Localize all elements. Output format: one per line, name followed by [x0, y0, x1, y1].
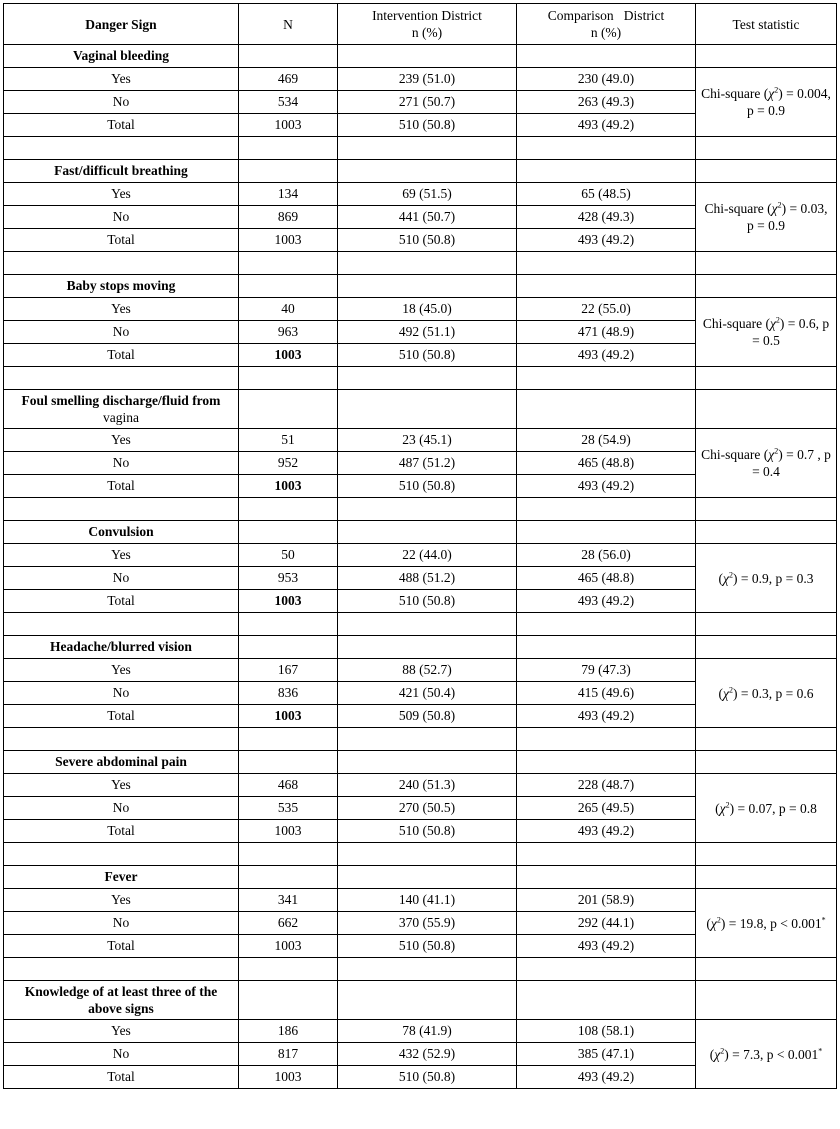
empty-cell	[517, 367, 696, 390]
row-label: Yes	[4, 889, 239, 912]
empty-cell	[4, 958, 239, 981]
empty-cell	[696, 636, 837, 659]
cell-n: 167	[239, 659, 338, 682]
empty-cell	[239, 252, 338, 275]
empty-cell	[696, 137, 837, 160]
row-label: Total	[4, 820, 239, 843]
empty-cell	[338, 613, 517, 636]
cell-n: 1003	[239, 344, 338, 367]
empty-cell	[239, 275, 338, 298]
cell-intervention: 270 (50.5)	[338, 797, 517, 820]
row-label: Yes	[4, 183, 239, 206]
test-statistic	[696, 298, 837, 367]
cell-intervention: 22 (44.0)	[338, 544, 517, 567]
empty-cell	[338, 160, 517, 183]
empty-cell	[239, 137, 338, 160]
cell-n: 953	[239, 567, 338, 590]
cell-n: 186	[239, 1020, 338, 1043]
row-label: No	[4, 206, 239, 229]
spacer-row	[4, 498, 837, 521]
empty-cell	[517, 160, 696, 183]
group-header-row	[4, 160, 837, 183]
row-label: No	[4, 567, 239, 590]
empty-cell	[696, 275, 837, 298]
chi-symbol: χ	[768, 86, 775, 101]
cell-comparison: 28 (54.9)	[517, 429, 696, 452]
cell-comparison: 28 (56.0)	[517, 544, 696, 567]
header-test-statistic: Test statistic	[696, 4, 837, 45]
empty-cell	[696, 45, 837, 68]
cell-n: 1003	[239, 475, 338, 498]
test-statistic	[696, 889, 837, 958]
cell-n: 341	[239, 889, 338, 912]
cell-n: 40	[239, 298, 338, 321]
row-label: Total	[4, 590, 239, 613]
cell-comparison: 201 (58.9)	[517, 889, 696, 912]
cell-n: 534	[239, 91, 338, 114]
chi-symbol: χ	[710, 915, 717, 931]
row-label: Total	[4, 475, 239, 498]
stat-prefix: Chi-square (	[702, 316, 770, 331]
test-statistic	[696, 774, 837, 843]
row-label: Yes	[4, 544, 239, 567]
empty-cell	[517, 636, 696, 659]
empty-cell	[338, 981, 517, 1020]
cell-comparison: 493 (49.2)	[517, 114, 696, 137]
group-title	[4, 981, 239, 1020]
cell-n: 134	[239, 183, 338, 206]
row-label: No	[4, 321, 239, 344]
empty-cell	[4, 498, 239, 521]
cell-comparison: 493 (49.2)	[517, 705, 696, 728]
cell-intervention: 488 (51.2)	[338, 567, 517, 590]
chi-symbol: χ	[714, 1046, 721, 1062]
row-label: No	[4, 91, 239, 114]
empty-cell	[239, 521, 338, 544]
empty-cell	[4, 252, 239, 275]
test-statistic	[696, 659, 837, 728]
test-statistic	[696, 183, 837, 252]
cell-intervention: 510 (50.8)	[338, 1066, 517, 1089]
cell-n: 662	[239, 912, 338, 935]
row-label: Yes	[4, 68, 239, 91]
empty-cell	[696, 728, 837, 751]
empty-cell	[517, 390, 696, 429]
group-title-text: Knowledge of at least three of the	[24, 984, 218, 999]
cell-comparison: 263 (49.3)	[517, 91, 696, 114]
group-title-text: Vaginal bleeding	[73, 48, 169, 63]
stat-value: ) = 19.8, p < 0.001	[720, 915, 822, 931]
chi-square-exponent: 2	[777, 200, 782, 210]
empty-cell	[696, 843, 837, 866]
row-label: Total	[4, 935, 239, 958]
cell-comparison: 65 (48.5)	[517, 183, 696, 206]
empty-cell	[239, 728, 338, 751]
empty-cell	[517, 866, 696, 889]
row-label: Total	[4, 229, 239, 252]
empty-cell	[338, 275, 517, 298]
group-title-text: Headache/blurred vision	[50, 639, 192, 654]
empty-cell	[696, 613, 837, 636]
cell-comparison: 292 (44.1)	[517, 912, 696, 935]
empty-cell	[239, 843, 338, 866]
spacer-row	[4, 843, 837, 866]
cell-intervention: 509 (50.8)	[338, 705, 517, 728]
empty-cell	[338, 958, 517, 981]
table-row	[4, 889, 837, 912]
group-title	[4, 45, 239, 68]
danger-signs-table	[3, 3, 837, 1089]
stat-value: ) = 0.3, p = 0.6	[732, 685, 814, 701]
header-danger-sign: Danger Sign	[4, 4, 239, 45]
header-row	[4, 4, 837, 45]
empty-cell	[338, 137, 517, 160]
cell-comparison: 428 (49.3)	[517, 206, 696, 229]
spacer-row	[4, 958, 837, 981]
group-title-text: Fast/difficult breathing	[54, 163, 188, 178]
chi-symbol: χ	[771, 201, 778, 216]
chi-square-exponent: 2	[725, 800, 730, 809]
cell-intervention: 510 (50.8)	[338, 344, 517, 367]
spacer-row	[4, 728, 837, 751]
empty-cell	[517, 751, 696, 774]
test-statistic	[696, 68, 837, 137]
empty-cell	[517, 45, 696, 68]
cell-intervention: 271 (50.7)	[338, 91, 517, 114]
empty-cell	[4, 137, 239, 160]
spacer-row	[4, 613, 837, 636]
cell-comparison: 493 (49.2)	[517, 229, 696, 252]
cell-n: 50	[239, 544, 338, 567]
empty-cell	[338, 498, 517, 521]
cell-comparison: 265 (49.5)	[517, 797, 696, 820]
stat-value: ) = 0.03, p = 0.9	[747, 201, 828, 233]
empty-cell	[517, 275, 696, 298]
empty-cell	[338, 866, 517, 889]
significance-star: *	[821, 915, 826, 924]
cell-intervention: 370 (55.9)	[338, 912, 517, 935]
chi-square-exponent: 2	[728, 685, 733, 694]
empty-cell	[696, 160, 837, 183]
group-header-row	[4, 636, 837, 659]
row-label: Yes	[4, 298, 239, 321]
empty-cell	[696, 252, 837, 275]
row-label: Yes	[4, 429, 239, 452]
chi-square-exponent: 2	[775, 315, 780, 325]
group-title-text: Foul smelling discharge/fluid from	[21, 393, 221, 408]
empty-cell	[338, 367, 517, 390]
row-label: Total	[4, 344, 239, 367]
cell-n: 1003	[239, 114, 338, 137]
cell-comparison: 493 (49.2)	[517, 935, 696, 958]
cell-n: 1003	[239, 820, 338, 843]
cell-n: 963	[239, 321, 338, 344]
table-row	[4, 544, 837, 567]
cell-intervention: 239 (51.0)	[338, 68, 517, 91]
test-statistic	[696, 544, 837, 613]
empty-cell	[239, 498, 338, 521]
table-row	[4, 298, 837, 321]
group-title	[4, 390, 239, 429]
stat-prefix: Chi-square (	[701, 86, 769, 101]
cell-n: 869	[239, 206, 338, 229]
cell-intervention: 510 (50.8)	[338, 229, 517, 252]
empty-cell	[338, 45, 517, 68]
empty-cell	[4, 367, 239, 390]
empty-cell	[517, 613, 696, 636]
empty-cell	[517, 958, 696, 981]
cell-n: 1003	[239, 1066, 338, 1089]
cell-comparison: 228 (48.7)	[517, 774, 696, 797]
stat-prefix: Chi-square (	[704, 201, 772, 216]
row-label: No	[4, 797, 239, 820]
significance-star: *	[818, 1046, 823, 1055]
cell-n: 1003	[239, 590, 338, 613]
header-intervention-unit: n (%)	[411, 25, 443, 40]
cell-comparison: 493 (49.2)	[517, 820, 696, 843]
cell-comparison: 471 (48.9)	[517, 321, 696, 344]
cell-intervention: 23 (45.1)	[338, 429, 517, 452]
empty-cell	[338, 521, 517, 544]
empty-cell	[696, 751, 837, 774]
table-row	[4, 774, 837, 797]
empty-cell	[696, 367, 837, 390]
empty-cell	[338, 728, 517, 751]
spacer-row	[4, 252, 837, 275]
cell-comparison: 493 (49.2)	[517, 1066, 696, 1089]
table-row	[4, 659, 837, 682]
empty-cell	[239, 958, 338, 981]
empty-cell	[517, 728, 696, 751]
group-title	[4, 751, 239, 774]
cell-n: 1003	[239, 935, 338, 958]
stat-prefix: (	[715, 800, 720, 816]
empty-cell	[239, 981, 338, 1020]
empty-cell	[239, 751, 338, 774]
stat-value: ) = 0.6, p = 0.5	[752, 316, 830, 348]
empty-cell	[4, 613, 239, 636]
spacer-row	[4, 137, 837, 160]
cell-comparison: 22 (55.0)	[517, 298, 696, 321]
test-statistic	[696, 1020, 837, 1089]
empty-cell	[517, 498, 696, 521]
cell-intervention: 510 (50.8)	[338, 475, 517, 498]
stat-value: ) = 7.3, p < 0.001	[724, 1046, 819, 1062]
table-row	[4, 183, 837, 206]
cell-intervention: 140 (41.1)	[338, 889, 517, 912]
row-label: No	[4, 912, 239, 935]
empty-cell	[239, 866, 338, 889]
cell-intervention: 441 (50.7)	[338, 206, 517, 229]
empty-cell	[696, 981, 837, 1020]
group-title-text-cont: vagina	[103, 410, 139, 425]
empty-cell	[239, 45, 338, 68]
empty-cell	[696, 521, 837, 544]
stat-prefix: (	[706, 915, 711, 931]
chi-symbol: χ	[719, 800, 726, 816]
group-title	[4, 275, 239, 298]
row-label: No	[4, 452, 239, 475]
cell-n: 817	[239, 1043, 338, 1066]
cell-intervention: 240 (51.3)	[338, 774, 517, 797]
cell-intervention: 421 (50.4)	[338, 682, 517, 705]
group-header-row	[4, 981, 837, 1020]
empty-cell	[239, 613, 338, 636]
empty-cell	[517, 252, 696, 275]
cell-n: 1003	[239, 229, 338, 252]
cell-intervention: 510 (50.8)	[338, 114, 517, 137]
group-header-row	[4, 275, 837, 298]
group-title-text: Convulsion	[88, 524, 154, 539]
row-label: Total	[4, 1066, 239, 1089]
group-title-text: Severe abdominal pain	[55, 754, 187, 769]
row-label: Total	[4, 705, 239, 728]
empty-cell	[338, 252, 517, 275]
stat-value: ) = 0.9, p = 0.3	[732, 570, 814, 586]
row-label: Total	[4, 114, 239, 137]
cell-comparison: 493 (49.2)	[517, 590, 696, 613]
empty-cell	[239, 160, 338, 183]
group-title-text: Baby stops moving	[66, 278, 176, 293]
cell-intervention: 18 (45.0)	[338, 298, 517, 321]
stat-prefix: Chi-square (	[701, 447, 769, 462]
cell-comparison: 79 (47.3)	[517, 659, 696, 682]
cell-intervention: 492 (51.1)	[338, 321, 517, 344]
empty-cell	[4, 843, 239, 866]
header-comparison	[517, 4, 696, 45]
row-label: No	[4, 682, 239, 705]
chi-square-exponent: 2	[774, 446, 779, 456]
cell-comparison: 493 (49.2)	[517, 475, 696, 498]
cell-comparison: 465 (48.8)	[517, 452, 696, 475]
cell-comparison: 415 (49.6)	[517, 682, 696, 705]
empty-cell	[696, 958, 837, 981]
stat-prefix: (	[709, 1046, 715, 1062]
header-intervention	[338, 4, 517, 45]
cell-comparison: 230 (49.0)	[517, 68, 696, 91]
chi-symbol: χ	[769, 316, 776, 331]
cell-intervention: 432 (52.9)	[338, 1043, 517, 1066]
empty-cell	[338, 843, 517, 866]
cell-intervention: 78 (41.9)	[338, 1020, 517, 1043]
row-label: No	[4, 1043, 239, 1066]
group-title	[4, 636, 239, 659]
cell-intervention: 88 (52.7)	[338, 659, 517, 682]
group-header-row	[4, 45, 837, 68]
table-row	[4, 1020, 837, 1043]
spacer-row	[4, 367, 837, 390]
chi-symbol: χ	[768, 447, 775, 462]
empty-cell	[4, 728, 239, 751]
group-title	[4, 160, 239, 183]
stat-prefix: (	[718, 685, 724, 701]
cell-n: 1003	[239, 705, 338, 728]
header-comparison-unit: n (%)	[590, 25, 622, 40]
empty-cell	[338, 636, 517, 659]
empty-cell	[517, 137, 696, 160]
empty-cell	[696, 390, 837, 429]
group-title	[4, 521, 239, 544]
header-intervention-title: Intervention District	[372, 8, 482, 23]
empty-cell	[517, 843, 696, 866]
group-title-text-cont: above signs	[88, 1001, 154, 1016]
cell-intervention: 487 (51.2)	[338, 452, 517, 475]
chi-square-exponent: 2	[728, 570, 733, 579]
chi-symbol: χ	[723, 570, 729, 586]
header-n: N	[239, 4, 338, 45]
cell-n: 952	[239, 452, 338, 475]
cell-comparison: 493 (49.2)	[517, 344, 696, 367]
stat-value: ) = 0.004, p = 0.9	[747, 86, 831, 118]
cell-n: 51	[239, 429, 338, 452]
empty-cell	[239, 367, 338, 390]
empty-cell	[239, 390, 338, 429]
chi-symbol: χ	[723, 685, 729, 701]
empty-cell	[338, 751, 517, 774]
cell-n: 535	[239, 797, 338, 820]
row-label: Yes	[4, 774, 239, 797]
group-header-row	[4, 390, 837, 429]
cell-intervention: 510 (50.8)	[338, 935, 517, 958]
chi-square-exponent: 2	[774, 85, 779, 95]
cell-n: 836	[239, 682, 338, 705]
row-label: Yes	[4, 1020, 239, 1043]
cell-intervention: 69 (51.5)	[338, 183, 517, 206]
group-title	[4, 866, 239, 889]
cell-comparison: 385 (47.1)	[517, 1043, 696, 1066]
header-comparison-title: Comparison District	[547, 8, 665, 23]
group-header-row	[4, 751, 837, 774]
stat-prefix: (	[718, 570, 724, 586]
empty-cell	[338, 390, 517, 429]
cell-n: 468	[239, 774, 338, 797]
test-statistic	[696, 429, 837, 498]
row-label: Yes	[4, 659, 239, 682]
empty-cell	[517, 521, 696, 544]
empty-cell	[696, 866, 837, 889]
chi-square-exponent: 2	[720, 1046, 725, 1055]
stat-value: ) = 0.7 , p = 0.4	[752, 447, 831, 479]
cell-intervention: 510 (50.8)	[338, 820, 517, 843]
group-header-row	[4, 521, 837, 544]
cell-intervention: 510 (50.8)	[338, 590, 517, 613]
chi-square-exponent: 2	[716, 915, 721, 924]
stat-value: ) = 0.07, p = 0.8	[729, 800, 817, 816]
cell-comparison: 108 (58.1)	[517, 1020, 696, 1043]
group-header-row	[4, 866, 837, 889]
group-title-text: Fever	[104, 869, 138, 884]
table-row	[4, 68, 837, 91]
empty-cell	[517, 981, 696, 1020]
empty-cell	[696, 498, 837, 521]
cell-comparison: 465 (48.8)	[517, 567, 696, 590]
cell-n: 469	[239, 68, 338, 91]
empty-cell	[239, 636, 338, 659]
table-row	[4, 429, 837, 452]
